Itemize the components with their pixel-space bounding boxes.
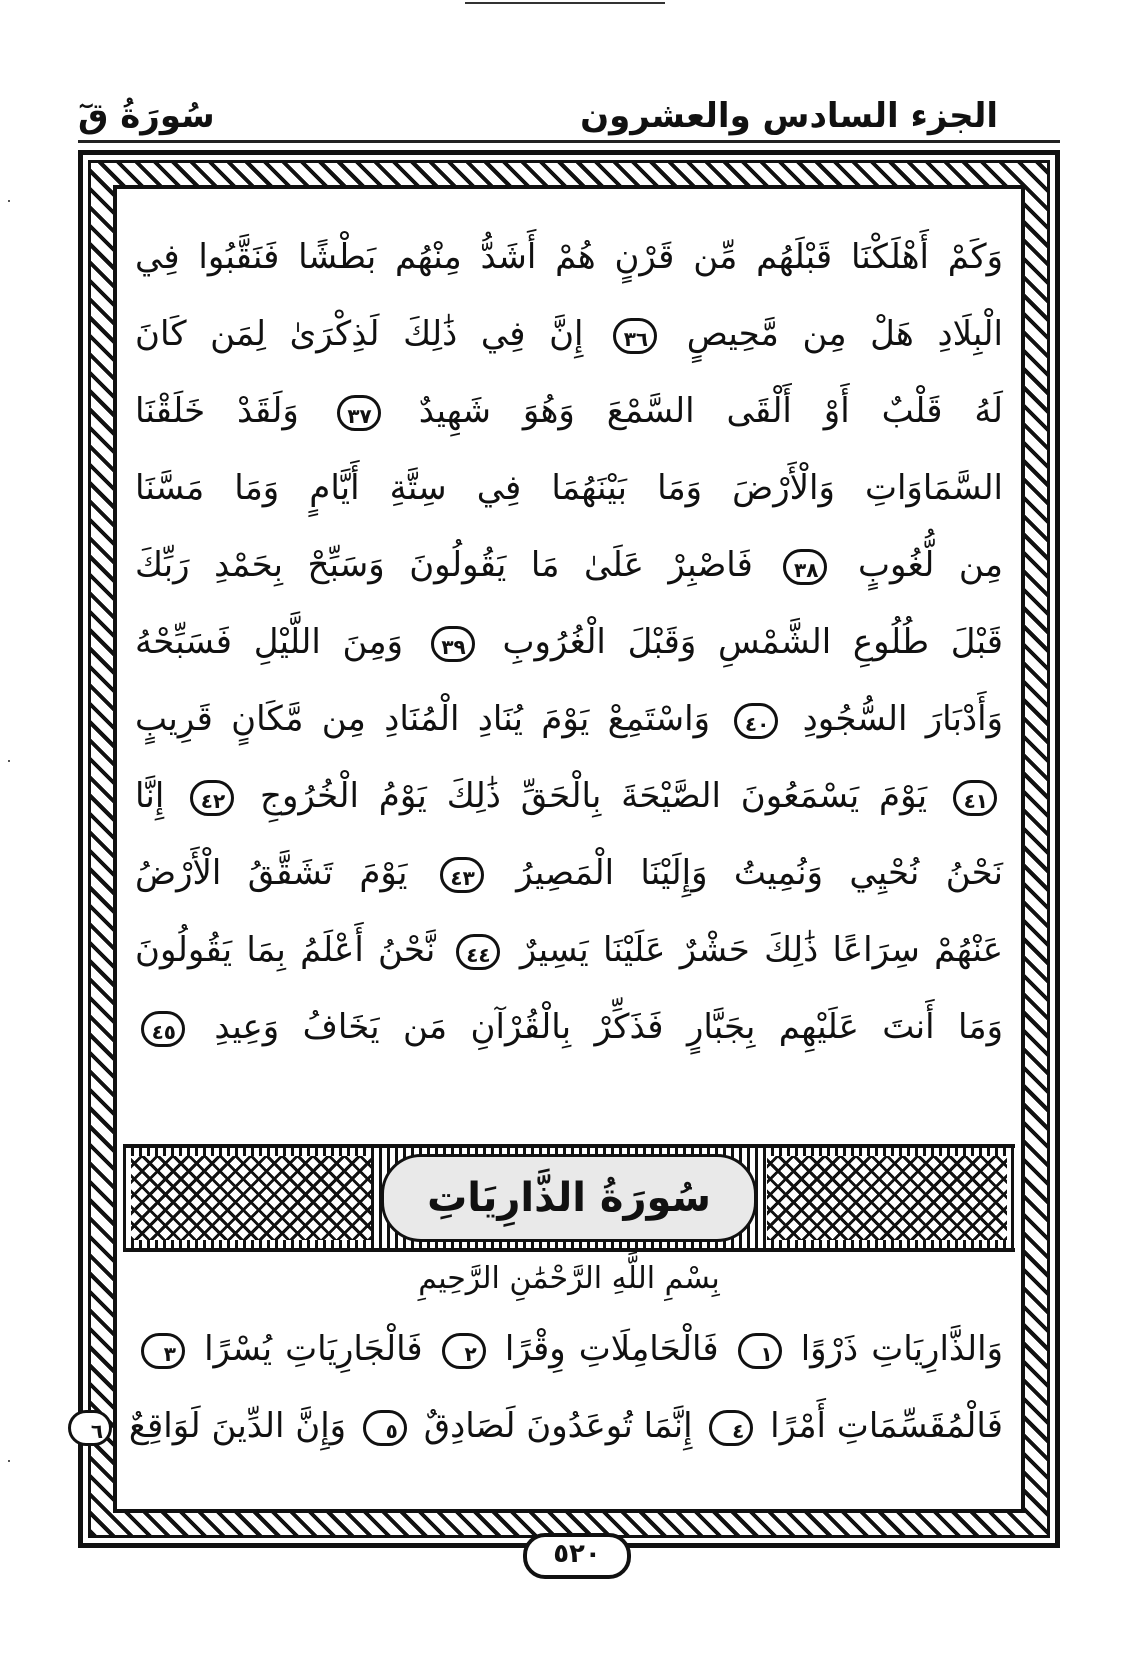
verse-text: وَمَا أَنتَ عَلَيْهِم بِجَبَّارٍ فَذَكِّرْ بِالْقُرْآنِ مَن يَخَافُ وَعِيدِ (191, 1007, 1003, 1047)
verse-text: وَاسْتَمِعْ يَوْمَ يُنَادِ الْمُنَادِ مِن مَّكَانٍ قَرِيبٍ (135, 699, 729, 739)
verse-line (135, 681, 1003, 758)
verse-text: إِنَّمَا تُوعَدُونَ لَصَادِقٌ (412, 1406, 704, 1446)
ayah-number-marker: ٦ (68, 1410, 112, 1446)
ayah-number-marker: ٣٧ (337, 395, 381, 431)
page-frame (78, 150, 1060, 1569)
top-edge-rule (465, 2, 665, 4)
ayah-number-marker: ٤٢ (190, 780, 234, 816)
verse-line (135, 758, 1003, 835)
verse-text: يَوْمَ تَشَقَّقُ الْأَرْضُ (135, 853, 434, 893)
verse-line (135, 219, 1003, 296)
ayah-number-marker: ٣٦ (613, 318, 657, 354)
ayah-number-marker: ٤٤ (456, 934, 500, 970)
verse-line (135, 604, 1003, 681)
verse-text: لَهُ قَلْبٌ أَوْ أَلْقَى السَّمْعَ وَهُوَ شَهِيدٌ (386, 391, 1003, 431)
verse-text: نَّحْنُ أَعْلَمُ بِمَا يَقُولُونَ (135, 930, 450, 970)
verse-line (135, 450, 1003, 527)
verse-text: فَالْحَامِلَاتِ وِقْرًا (491, 1329, 732, 1369)
verse-line (135, 1311, 1003, 1388)
verse-line (90, 1388, 1003, 1465)
ornament-right (767, 1156, 1007, 1240)
ayah-number-marker: ٤٠ (734, 703, 778, 739)
verse-text: قَبْلَ طُلُوعِ الشَّمْسِ وَقَبْلَ الْغُرُوبِ (480, 622, 1003, 662)
verse-text: يَوْمَ يَسْمَعُونَ الصَّيْحَةَ بِالْحَقِّ ذَٰلِكَ يَوْمُ الْخُرُوجِ (240, 776, 947, 816)
ayah-number-marker: ٣ (141, 1333, 185, 1369)
verse-line (135, 835, 1003, 912)
verse-line (135, 527, 1003, 604)
ayah-number-marker: ٣٩ (431, 626, 475, 662)
verse-text: وَإِنَّ الدِّينَ لَوَاقِعٌ (118, 1406, 357, 1446)
verse-text: نَحْنُ نُحْيِي وَنُمِيتُ وَإِلَيْنَا الْمَصِيرُ (489, 853, 1003, 893)
verse-text: وَلَقَدْ خَلَقْنَا (135, 391, 331, 431)
verse-text: مِن لُّغُوبٍ (833, 545, 1003, 585)
ayah-number-marker: ٣٨ (783, 549, 827, 585)
verse-line (135, 373, 1003, 450)
ayah-number-marker: ٤ (709, 1410, 753, 1446)
margin-mark (8, 1460, 10, 1462)
verse-text: وَكَمْ أَهْلَكْنَا قَبْلَهُم مِّن قَرْنٍ هُمْ أَشَدُّ مِنْهُم بَطْشًا فَنَقَّبُوا فِي (135, 237, 1003, 277)
verses-block-dhariyat (90, 1311, 1003, 1465)
ayah-number-marker: ٤٣ (440, 857, 484, 893)
verse-line (135, 912, 1003, 989)
basmala: بِسْمِ اللَّهِ الرَّحْمَٰنِ الرَّحِيمِ (418, 1261, 720, 1296)
ayah-number-marker: ١ (738, 1333, 782, 1369)
verses-block-qaf (135, 219, 1003, 1066)
page-number: ٥٢٠ (523, 1533, 631, 1579)
header-rule (78, 140, 1060, 143)
verse-text: وَمِنَ اللَّيْلِ فَسَبِّحْهُ (135, 622, 425, 662)
ayah-number-marker: ٥ (363, 1410, 407, 1446)
verse-text: عَنْهُمْ سِرَاعًا ذَٰلِكَ حَشْرٌ عَلَيْنَا يَسِيرٌ (505, 930, 1003, 970)
ornament-left (131, 1156, 371, 1240)
verse-text: وَالذَّارِيَاتِ ذَرْوًا (787, 1329, 1003, 1369)
margin-mark (8, 200, 10, 202)
ayah-number-marker: ٢ (442, 1333, 486, 1369)
verse-text: فَاصْبِرْ عَلَىٰ مَا يَقُولُونَ وَسَبِّحْ بِحَمْدِ رَبِّكَ (135, 545, 778, 585)
verse-text: السَّمَاوَاتِ وَالْأَرْضَ وَمَا بَيْنَهُمَا فِي سِتَّةِ أَيَّامٍ وَمَا مَسَّنَا (135, 468, 1003, 508)
verse-text: فَالْمُقَسِّمَاتِ أَمْرًا (759, 1406, 1003, 1446)
verse-text: فَالْجَارِيَاتِ يُسْرًا (191, 1329, 436, 1369)
verse-line (135, 989, 1003, 1066)
surah-title-band (123, 1144, 1015, 1252)
margin-mark (8, 760, 10, 762)
header-surah-name: سُورَةُ قٓ (78, 96, 215, 136)
text-panel (90, 185, 1025, 1513)
surah-title: سُورَةُ الذَّارِيَاتِ (381, 1154, 757, 1242)
verse-text: وَأَدْبَارَ السُّجُودِ (784, 699, 1004, 739)
verse-line (135, 296, 1003, 373)
ayah-number-marker: ٤١ (953, 780, 997, 816)
verse-text: إِنَّ فِي ذَٰلِكَ لَذِكْرَىٰ لِمَن كَانَ (135, 314, 608, 354)
ayah-number-marker: ٤٥ (141, 1011, 185, 1047)
verse-text: إِنَّا (135, 776, 185, 816)
header-juz-name: الجزء السادس والعشرون (580, 96, 998, 136)
verse-text: الْبِلَادِ هَلْ مِن مَّحِيصٍ (663, 314, 1003, 354)
